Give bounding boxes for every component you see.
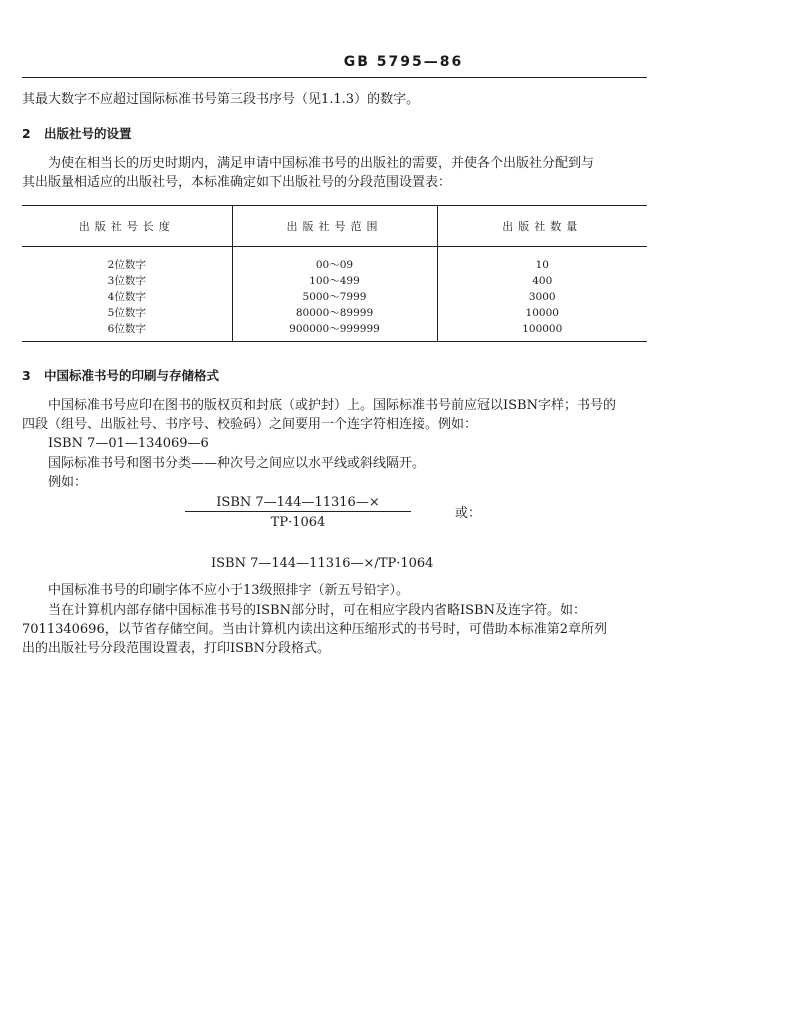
section-2-paragraph-line-2: 其出版量相适应的出版社号，本标准确定如下出版社号的分段范围设置表： bbox=[22, 175, 452, 190]
cell-code-range: 00～09 bbox=[232, 247, 437, 274]
cell-code-length: 3位数字 bbox=[107, 275, 146, 287]
fraction-numerator: ISBN 7—144—11316—× bbox=[216, 495, 380, 510]
isbn-example-1: ISBN 7—01—134069—6 bbox=[48, 436, 209, 451]
cell-code-length: 4位数字 bbox=[107, 291, 146, 303]
table-row bbox=[22, 289, 647, 305]
or-label: 或： bbox=[455, 506, 482, 521]
section-2-number: 2 bbox=[22, 126, 31, 141]
cell-publisher-count: 100000 bbox=[437, 321, 647, 342]
cell-code-range: 100～499 bbox=[232, 273, 437, 289]
cell-code-length: 6位数字 bbox=[22, 321, 232, 342]
cell-publisher-count: 3000 bbox=[437, 289, 647, 305]
table-header-row bbox=[22, 206, 647, 247]
cell-code-range: 80000～89999 bbox=[232, 305, 437, 321]
section-2-heading bbox=[22, 124, 132, 142]
section-3-paragraph-1-line-2: 四段（组号、出版社号、书序号、校验码）之间要用一个连字符相连接。例如： bbox=[22, 417, 478, 432]
section-3-paragraph-4-line-3: 出的出版社号分段范围设置表，打印ISBN分段格式。 bbox=[22, 641, 330, 656]
cell-publisher-count: 10000 bbox=[437, 305, 647, 321]
section-3-title: 中国标准书号的印刷与存储格式 bbox=[44, 368, 220, 383]
column-header-code-range: 出版社号范围 bbox=[232, 206, 437, 247]
table-row bbox=[22, 247, 647, 274]
cell-code-length: 5位数字 bbox=[107, 307, 146, 319]
column-header-code-length: 出版社号长度 bbox=[22, 206, 232, 247]
section-3-number: 3 bbox=[22, 368, 31, 383]
intro-paragraph: 其最大数字不应超过国际标准书号第三段书序号（见1.1.3）的数字。 bbox=[22, 92, 420, 107]
section-3-paragraph-1-line-1: 中国标准书号应印在图书的版权页和封底（或护封）上。国际标准书号前应冠以ISBN字样；书号的 bbox=[48, 398, 616, 413]
section-3-paragraph-3: 中国标准书号的印刷字体不应小于13级照排字（新五号铅字）。 bbox=[48, 583, 410, 598]
header-rule bbox=[22, 77, 647, 78]
table-row bbox=[22, 273, 647, 289]
section-3-paragraph-2: 国际标准书号和图书分类——种次号之间应以水平线或斜线隔开。 bbox=[48, 456, 426, 471]
cell-code-range: 5000～7999 bbox=[232, 289, 437, 305]
example-label: 例如： bbox=[48, 475, 88, 490]
fraction-divider bbox=[185, 511, 411, 512]
section-2-paragraph-line-1: 为使在相当长的历史时期内，满足申请中国标准书号的出版社的需要，并使各个出版社分配到与 bbox=[48, 156, 595, 171]
table-row bbox=[22, 305, 647, 321]
standard-code-header: GB 5795—86 bbox=[343, 54, 464, 70]
fraction-denominator: TP·1064 bbox=[270, 515, 326, 530]
cell-publisher-count: 10 bbox=[437, 247, 647, 274]
isbn-slash-form: ISBN 7—144—11316—×/TP·1064 bbox=[211, 556, 434, 571]
cell-publisher-count: 400 bbox=[437, 273, 647, 289]
section-3-heading bbox=[22, 366, 219, 384]
cell-code-length: 2位数字 bbox=[107, 259, 146, 271]
publisher-code-range-table bbox=[22, 205, 647, 342]
section-2-title: 出版社号的设置 bbox=[44, 126, 132, 141]
table-row bbox=[22, 321, 647, 342]
cell-code-range: 900000～999999 bbox=[232, 321, 437, 342]
column-header-publisher-count: 出版社数量 bbox=[437, 206, 647, 247]
section-3-paragraph-4-line-2: 7011340696，以节省存储空间。当由计算机内读出这种压缩形式的书号时，可借助本标准第2章所列 bbox=[22, 622, 607, 637]
section-3-paragraph-4-line-1: 当在计算机内部存储中国标准书号的ISBN部分时，可在相应字段内省略ISBN及连字符。如： bbox=[48, 603, 586, 618]
